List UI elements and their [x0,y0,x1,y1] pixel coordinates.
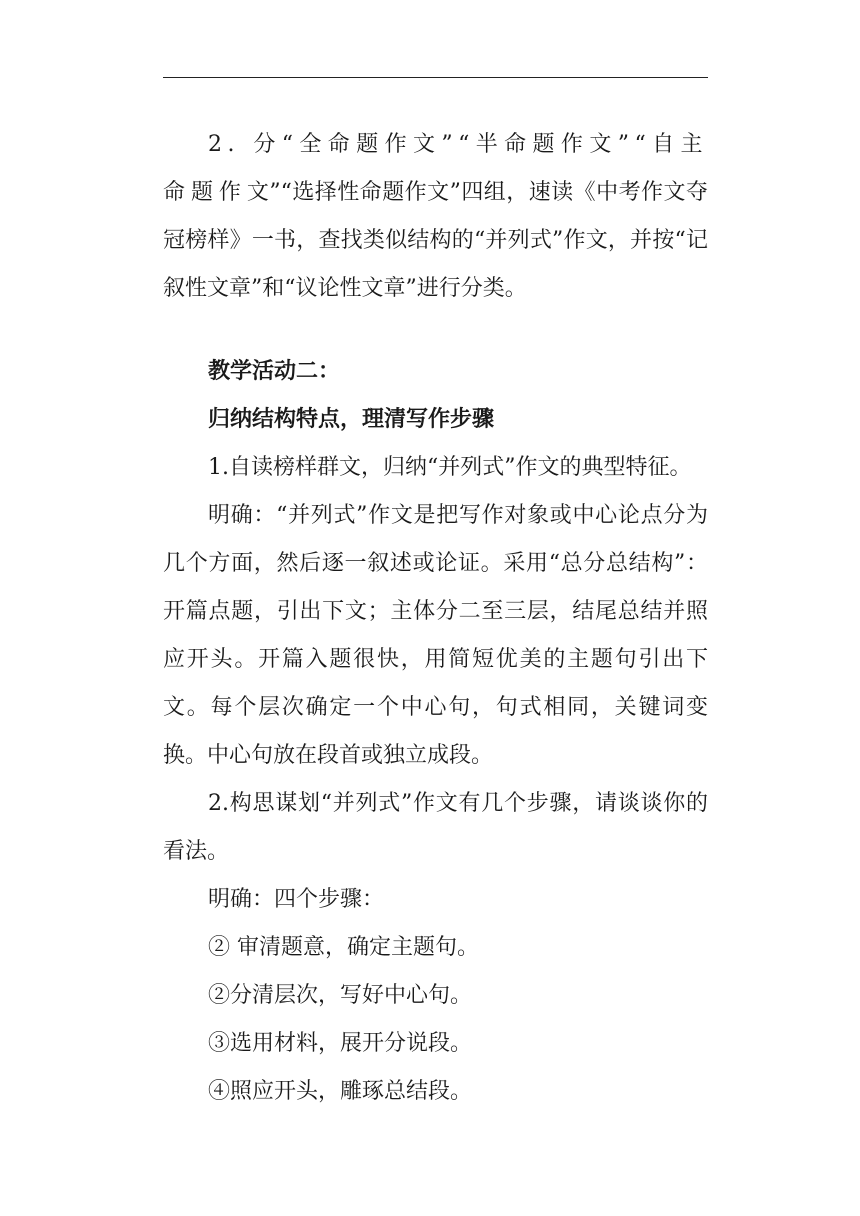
activity-subheading: 归纳结构特点，理清写作步骤 [208,407,495,432]
item-2: 2.构思谋划“并列式”作文有几个步骤，请谈谈你的看法。 [163,791,708,864]
task-paragraph-rest: 文”“选择性命题作文”四组，速读《中考作文夺冠榜样》一书，查找类似结构的“并列式”作文，并按“记叙性文章”和“议论性文章”进行分类。 [163,180,708,301]
section-teaching-activity-2 [163,348,708,1116]
step-3: ③选用材料，展开分说段。 [208,1031,473,1056]
answer-2-intro: 明确：四个步骤： [208,887,385,912]
step-4: ④照应开头，雕琢总结段。 [208,1079,473,1104]
task-paragraph-line1: 2. 分“全命题作文”“半命题作文”“自主命题作 [163,132,708,205]
section-grouping-task [163,121,708,313]
activity-heading: 教学活动二： [208,359,341,384]
step-2: ②分清层次，写好中心句。 [208,983,473,1008]
task-paragraph [163,121,708,313]
step-1: ② 审清题意，确定主题句。 [208,935,479,960]
header-rule [163,77,708,78]
item-1: 1.自读榜样群文，归纳“并列式”作文的典型特征。 [208,455,692,480]
answer-1: 明确：“并列式”作文是把写作对象或中心论点分为几个方面，然后逐一叙述或论证。采用“总分总结构”：开篇点题，引出下文；主体分二至三层，结尾总结并照应开头。开篇入题很快，用简短优美的主题句引出下文。每个层次确定一个中心句，句式相同，关键词变换。中心句放在段首或独立成段。 [163,503,708,768]
